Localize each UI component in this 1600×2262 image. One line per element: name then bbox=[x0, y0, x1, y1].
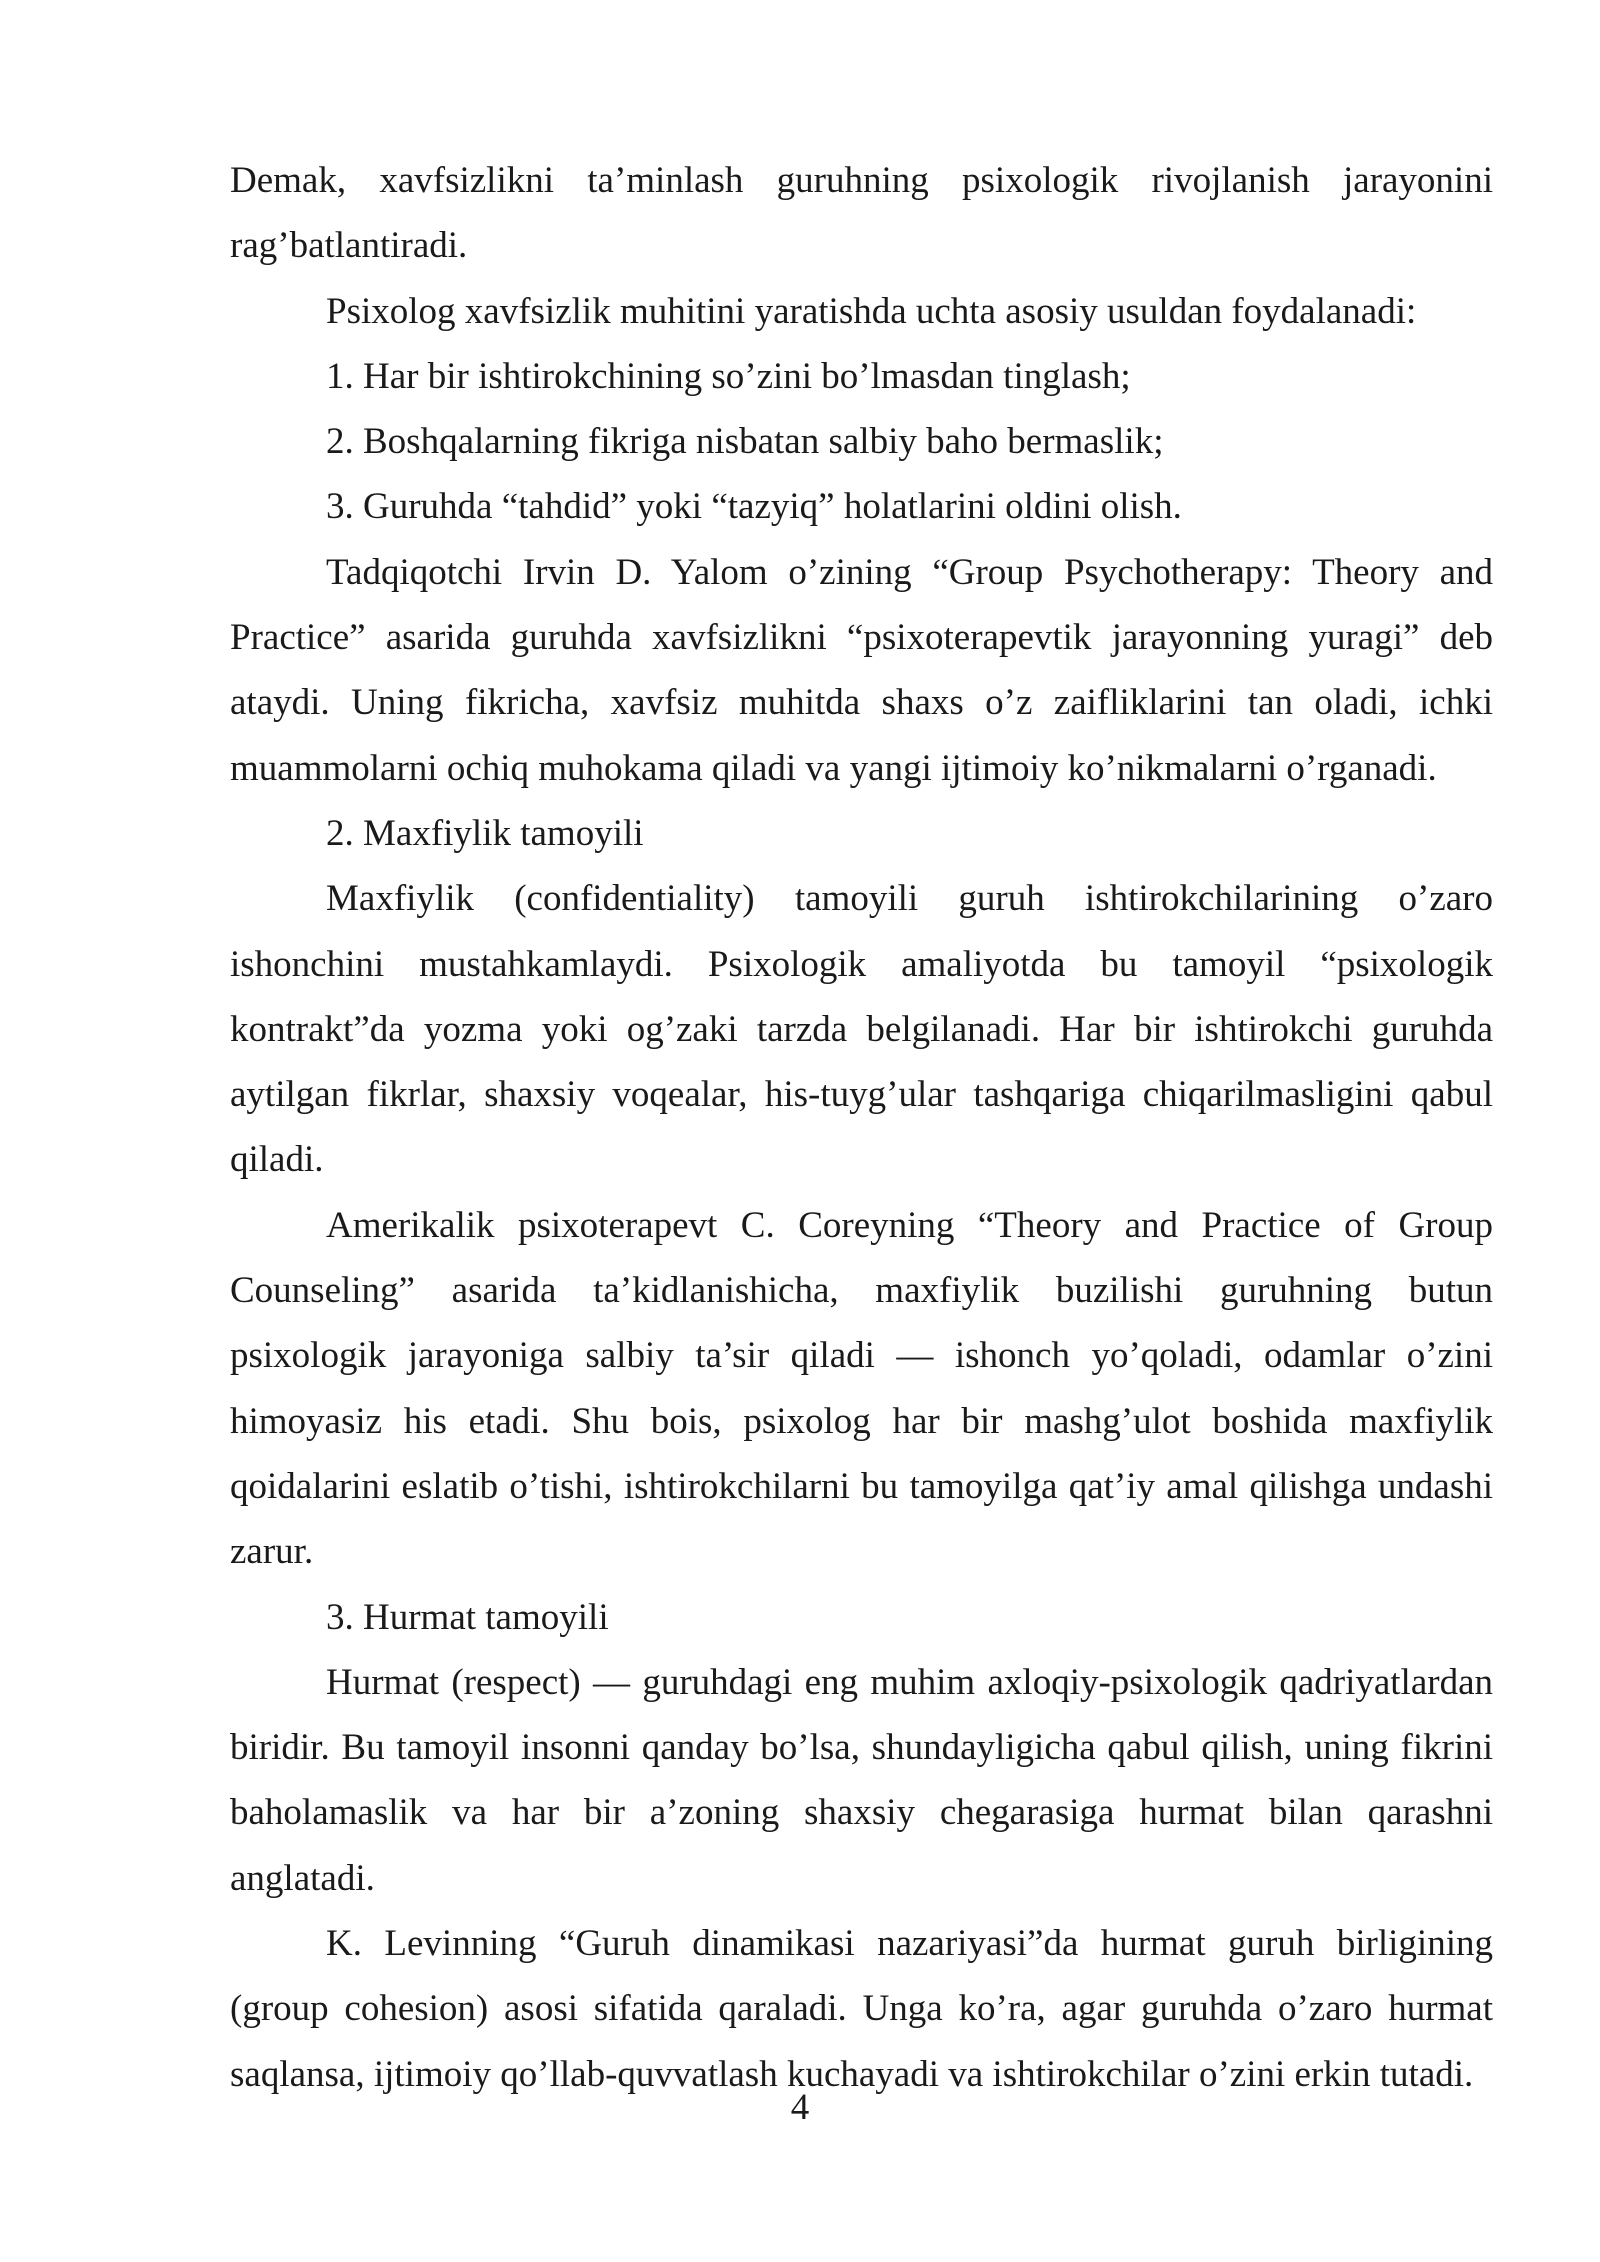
list-item-method-1: 1. Har bir ishtirokchining so’zini bo’lmasdan tinglash; bbox=[326, 355, 1131, 397]
list-item-method-3: 3. Guruhda “tahdid” yoki “tazyiq” holatlarini oldini olish. bbox=[326, 486, 1182, 528]
paragraph-yalom: Tadqiqotchi Irvin D. Yalom o’zining “Group Psychotherapy: Theory and Practice” asarida guruhda xavfsizlikni “psixoterapevtik jarayonning yuragi” deb ataydi. Uning fikricha, xavfsiz muhitda shaxs o’z zaifliklarini tan oladi, ichki muammolarni ochiq muhokama qiladi va yangi ijtimoiy ko’nikmalarni o’rganadi. bbox=[230, 551, 1493, 789]
section-heading-respect: 3. Hurmat tamoyili bbox=[326, 1596, 609, 1638]
paragraph-conclusion: Demak, xavfsizlikni ta’minlash guruhning psixologik rivojlanish jarayonini rag’batlantiradi. bbox=[230, 160, 1493, 267]
paragraph-levin: K. Levinning “Guruh dinamikasi nazariyasi”da hurmat guruh birligining (group cohesion) asosi sifatida qaraladi. Unga ko’ra, agar guruhda o’zaro hurmat saqlansa, ijtimoiy qo’llab-quvvatlash kuchayadi va ishtirokchilar o’zini erkin tutadi. bbox=[230, 1923, 1493, 2095]
paragraph-confidentiality: Maxfiylik (confidentiality) tamoyili guruh ishtirokchilarining o’zaro ishonchini mustahkamlaydi. Psixologik amaliyotda bu tamoyil “psixologik kontrakt”da yozma yoki og’zaki tarzda belgilanadi. Har bir ishtirokchi guruhda aytilgan fikrlar, shaxsiy voqealar, his-tuyg’ular tashqariga chiqarilmasligini qabul qiladi. bbox=[230, 878, 1493, 1181]
section-heading-confidentiality: 2. Maxfiylik tamoyili bbox=[326, 812, 644, 854]
paragraph-corey: Amerikalik psixoterapevt C. Coreyning “Theory and Practice of Group Counseling” asarida ta’kidlanishicha, maxfiylik buzilishi guruhning butun psixologik jarayoniga salbiy ta’sir qiladi — ishonch yo’qoladi, odamlar o’zini himoyasiz his etadi. Shu bois, psixolog har bir mashg’ulot boshida maxfiylik qoidalarini eslatib o’tishi, ishtirokchilarni bu tamoyilga qat’iy amal qilishga undashi zarur. bbox=[230, 1204, 1493, 1573]
list-item-method-2: 2. Boshqalarning fikriga nisbatan salbiy baho bermaslik; bbox=[326, 421, 1164, 463]
paragraph-methods-intro: Psixolog xavfsizlik muhitini yaratishda uchta asosiy usuldan foydalanadi: bbox=[326, 290, 1417, 332]
page-number: 4 bbox=[790, 2087, 810, 2128]
paragraph-respect: Hurmat (respect) — guruhdagi eng muhim axloqiy-psixologik qadriyatlardan biridir. Bu tamoyil insonni qanday bo’lsa, shundayligicha qabul qilish, uning fikrini baholamaslik va har bir a’zoning shaxsiy chegarasiga hurmat bilan qarashni anglatadi. bbox=[230, 1661, 1493, 1899]
document-body bbox=[230, 148, 1493, 2107]
